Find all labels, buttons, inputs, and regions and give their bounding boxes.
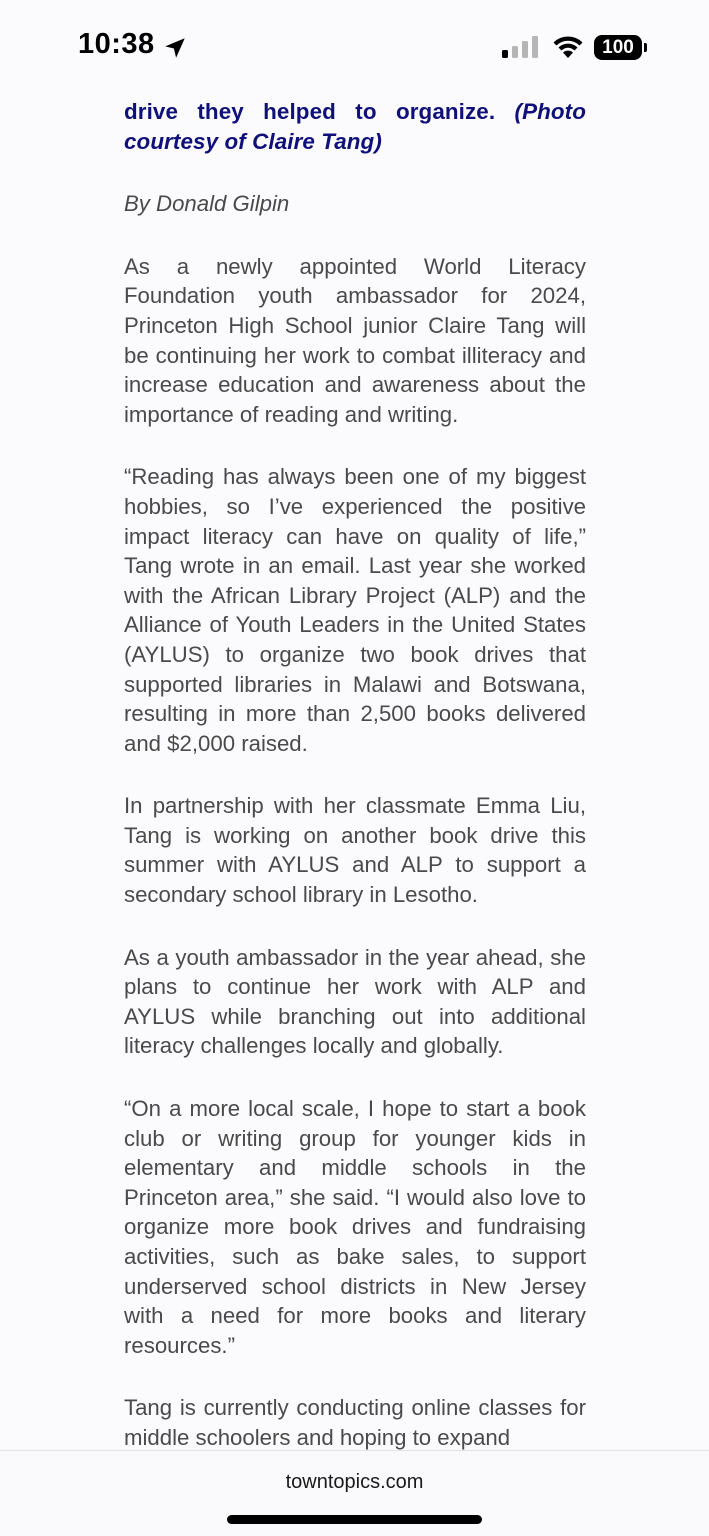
location-arrow-icon (162, 35, 188, 61)
wifi-icon (552, 34, 584, 58)
paragraph: “Reading has always been one of my biggest hobbies, so I’ve experienced the positive impact literacy can have on quality of life,” Tang wrote in an email. Last year she worked with the African Library Project (ALP) and the Alliance of Youth Leaders in the United States (AYLUS) to organize two book drives that supported libraries in Malawi and Botswana, resulting in more than 2,500 books delivered and $2,000 raised. (124, 464, 586, 756)
home-indicator[interactable] (227, 1515, 482, 1524)
battery-tip (644, 43, 647, 52)
browser-bottom-bar (0, 1450, 709, 1536)
photo-caption (124, 97, 586, 156)
paragraph: As a youth ambassador in the year ahead, she plans to continue her work with ALP and AYLUS while branching out into additional literacy challenges locally and globally. (124, 944, 586, 1059)
article-body (124, 97, 586, 1486)
paragraph: As a newly appointed World Literacy Foundation youth ambassador for 2024, Princeton High School junior Claire Tang will be continuing her work to combat illiteracy and increase education and awareness about the importance of reading and writing. (124, 253, 586, 427)
battery-level: 100 (594, 35, 642, 60)
caption-text: drive they helped to organize. (124, 99, 496, 124)
status-bar (0, 0, 709, 96)
address-bar-url[interactable]: towntopics.com (285, 1471, 424, 1493)
battery-icon (594, 35, 648, 60)
paragraph: In partnership with her classmate Emma Liu, Tang is working on another book drive this summer with AYLUS and ALP to support a secondary school library in Lesotho. (124, 793, 586, 908)
cellular-signal-icon (502, 36, 540, 58)
status-time: 10:38 (78, 28, 155, 60)
paragraph: Tang is currently conducting online classes for middle schoolers and hoping to expand (124, 1395, 586, 1450)
photo-credit: (Photo courtesy of Claire Tang) (124, 99, 586, 154)
byline: By Donald Gilpin (124, 191, 290, 217)
paragraph: “On a more local scale, I hope to start a book club or writing group for younger kids in elementary and middle schools in the Princeton area,” she said. “I would also love to organize more book drives and fundraising activities, such as bake sales, to support underserved school districts in New Jersey with a need for more books and literary resources.” (124, 1096, 586, 1358)
